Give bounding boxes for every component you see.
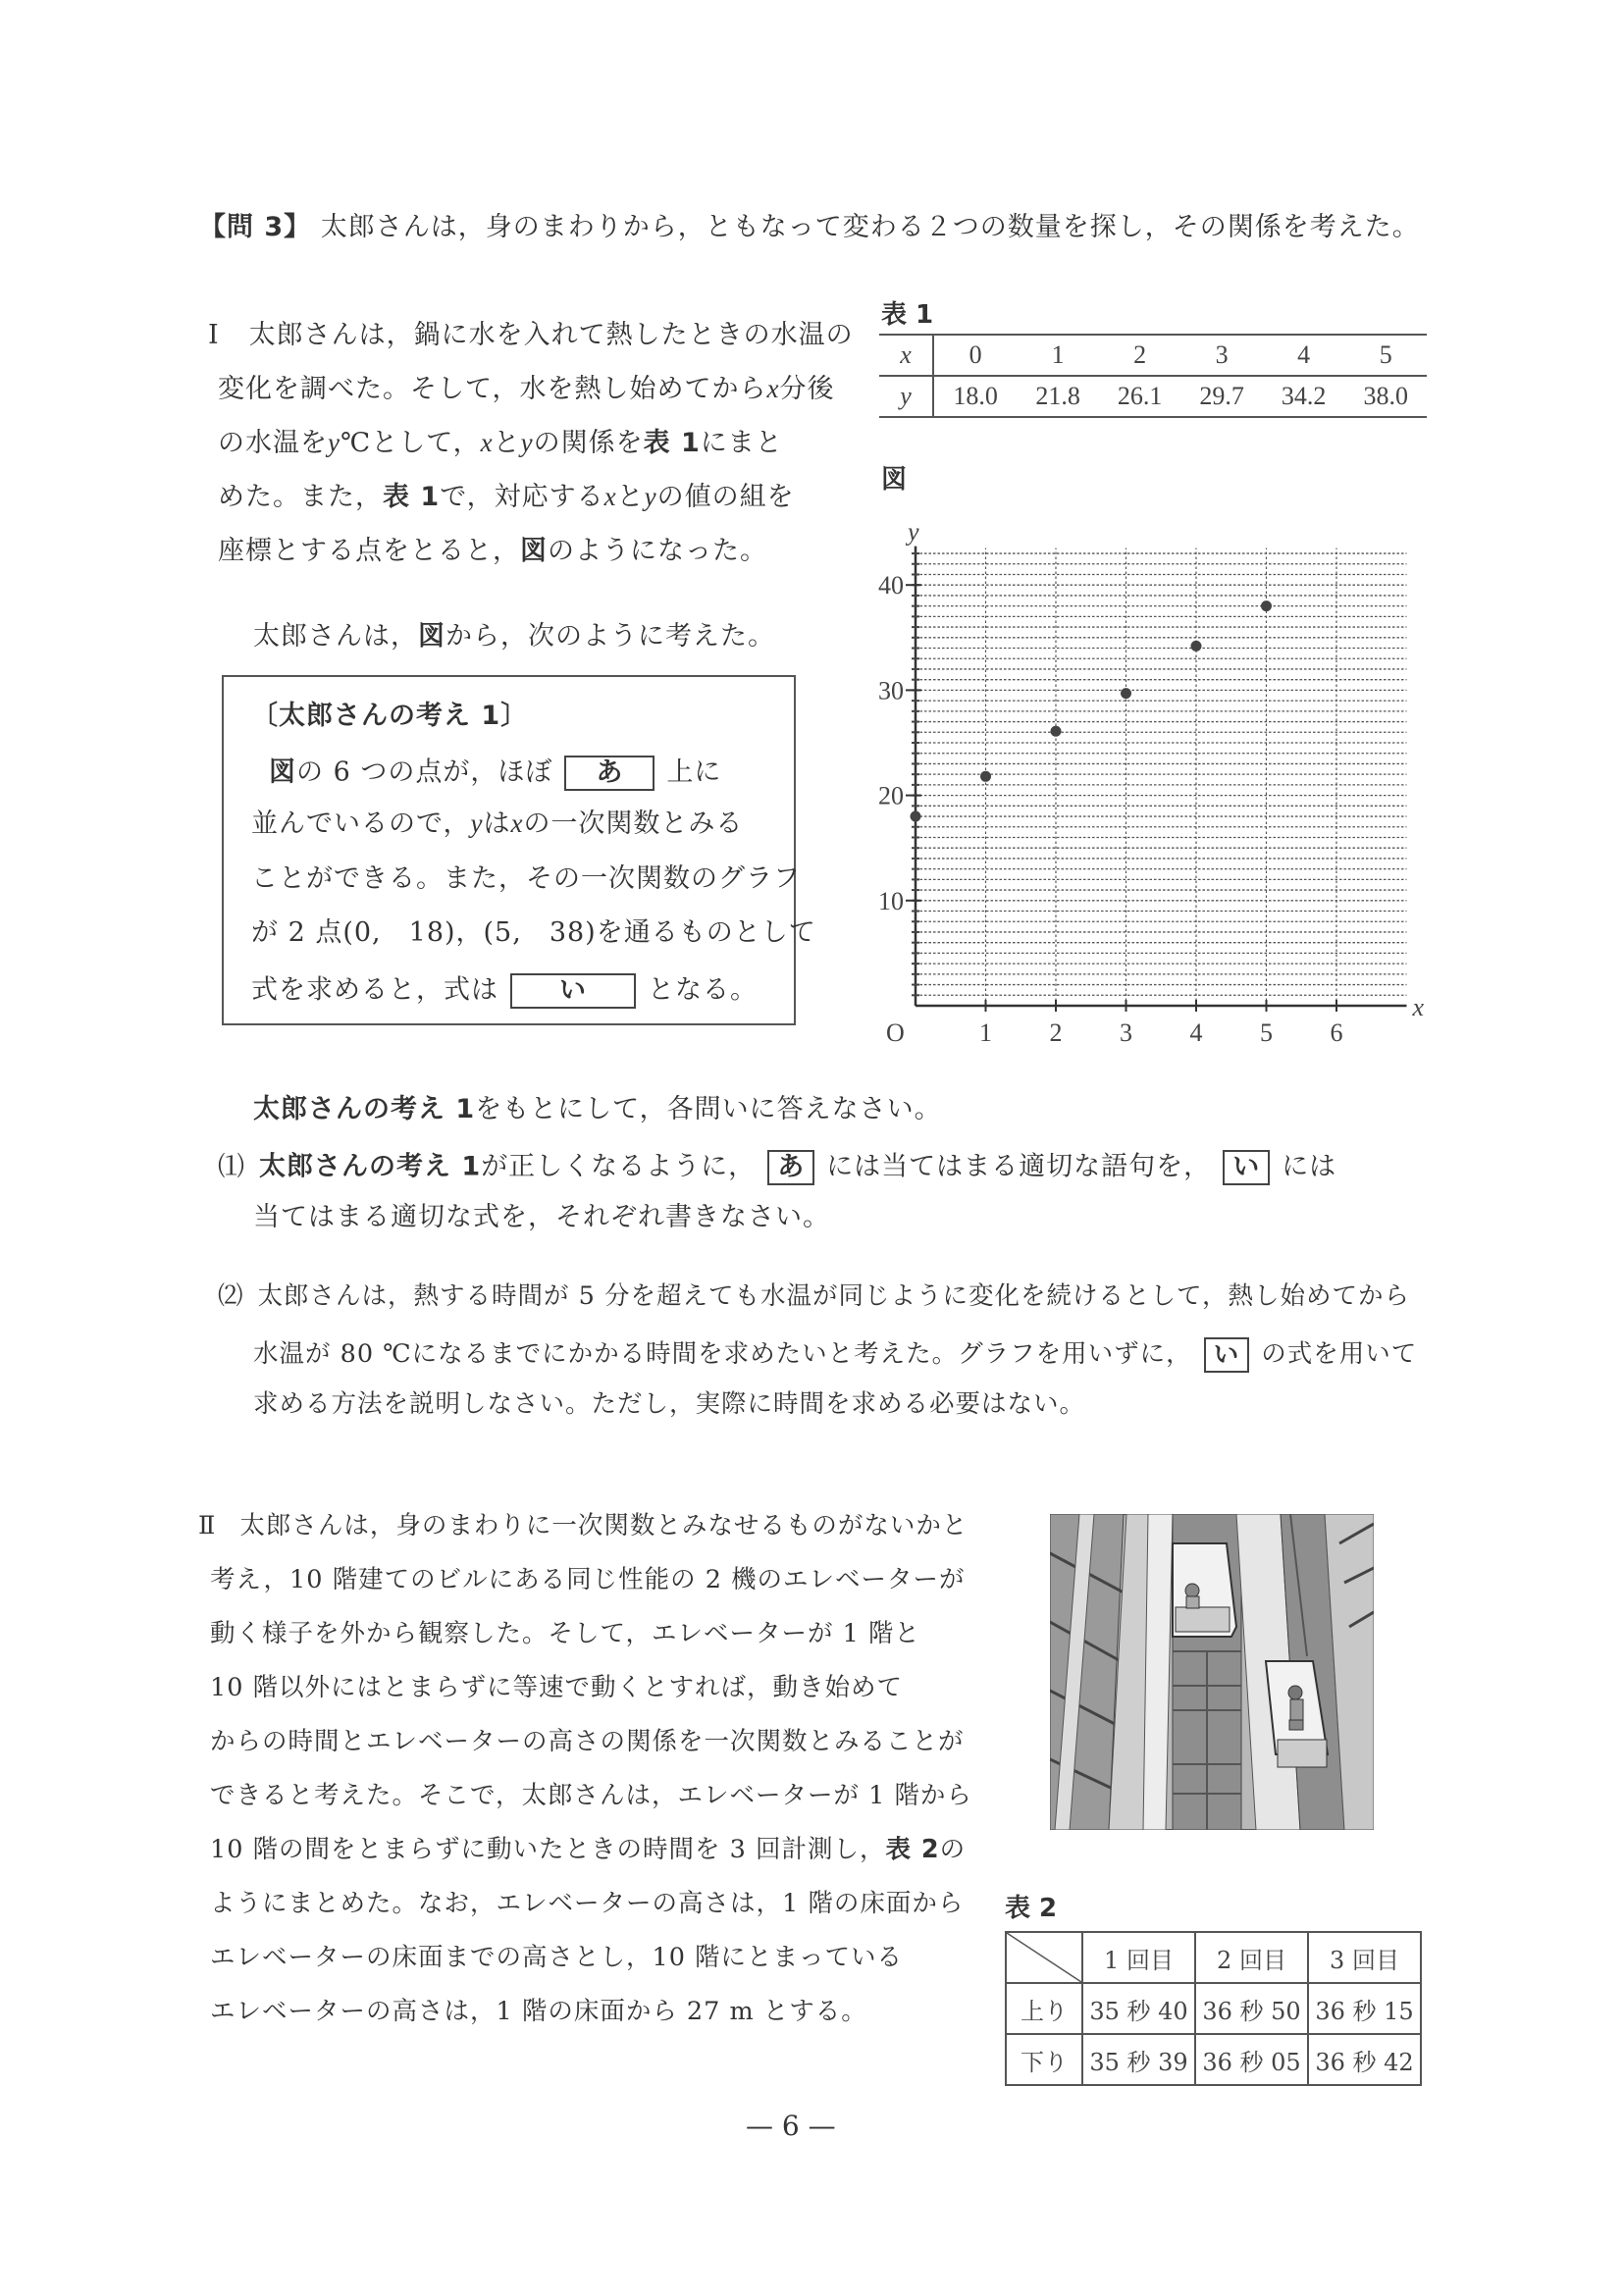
text-segment: の一次関数とみる <box>523 809 744 839</box>
consideration-ref: 太郎さんの考え 1 <box>259 1151 482 1182</box>
text-segment: 式を求めると，式は <box>251 974 498 1006</box>
blank-box-i: い <box>510 973 636 1009</box>
text-segment: の関係を <box>533 428 644 458</box>
text-segment: の <box>939 1835 967 1864</box>
text-segment: 水温が 80 ℃になるまでにかかる時間を求めたいと考えた。グラフを用いずに， <box>253 1339 1192 1369</box>
text-segment: の 6 つの点が，ほぼ <box>296 757 553 788</box>
text-line: 太郎さんは，鍋に水を入れて熱したときの水温の <box>248 320 854 350</box>
y-tick-label: 20 <box>878 781 904 810</box>
section1-line3 <box>218 430 783 456</box>
table1-row-label: x <box>879 335 933 376</box>
y-axis-label: y <box>908 517 919 547</box>
math-var: x <box>510 809 524 838</box>
table2-cell: 36 秒 42 <box>1308 2034 1421 2085</box>
table1-row-y <box>879 376 1427 417</box>
text-segment: 並んでいるので， <box>251 809 471 839</box>
text-segment: 変化を調べた。そして，水を熱し始めてから <box>218 374 767 404</box>
table2-row-down <box>1006 2034 1421 2085</box>
text-segment: と <box>616 482 645 512</box>
elevator-illustration <box>1050 1514 1374 1830</box>
problem-header <box>199 214 1420 240</box>
text-segment: には当てはまる適切な語句を， <box>826 1151 1212 1182</box>
table2-cell: 36 秒 50 <box>1195 1983 1308 2034</box>
table1 <box>879 334 1427 418</box>
math-var: x <box>766 374 780 403</box>
consideration-line5 <box>251 973 758 1009</box>
table1-cell: 38.0 <box>1344 376 1427 417</box>
text-segment: 太郎さんは，熱する時間が 5 分を超えても水温が同じように変化を続けるとして，熱し始めてから <box>257 1281 1410 1311</box>
data-point <box>980 771 991 782</box>
table-ref: 表 1 <box>643 428 701 458</box>
question-2-line1 <box>218 1283 1410 1310</box>
question-1-line2: 当てはまる適切な式を，それぞれ書きなさい。 <box>253 1202 830 1232</box>
section2-line2: 考え，10 階建てのビルにある同じ性能の 2 機のエレベーターが <box>210 1565 966 1594</box>
section2-line7 <box>210 1837 966 1863</box>
section1-line4 <box>218 484 795 510</box>
text-segment: 座標とする点をとると， <box>218 536 520 566</box>
math-var: x <box>480 428 494 457</box>
text-segment: の水温を <box>218 428 328 458</box>
table1-cell: 1 <box>1017 335 1099 376</box>
table1-cell: 3 <box>1180 335 1263 376</box>
consideration-line2 <box>251 810 743 837</box>
x-axis-label: x <box>1412 993 1425 1021</box>
figure-ref: 図 <box>520 536 548 566</box>
question-2-line3: 求める方法を説明しなさい。ただし，実際に時間を求める必要はない。 <box>253 1389 1086 1419</box>
data-point <box>1191 641 1202 652</box>
question-1-line1 <box>218 1150 1336 1185</box>
table1-row-x <box>879 335 1427 376</box>
table2-header-row <box>1006 1932 1421 1983</box>
origin-label: O <box>886 1018 905 1047</box>
math-var: y <box>470 809 484 838</box>
problem-intro: 太郎さんは，身のまわりから，ともなって変わる２つの数量を探し，その関係を考えた。 <box>320 212 1420 242</box>
text-segment: 太郎さんは，身のまわりに一次関数とみなせるものがないかと <box>239 1511 969 1540</box>
consideration-title: 〔太郎さんの考え 1〕 <box>251 701 529 731</box>
table2-column-header: 2 回目 <box>1195 1932 1308 1983</box>
question-number: ⑵ <box>218 1281 244 1311</box>
text-segment: めた。また， <box>218 482 383 512</box>
problem-number: 【問 3】 <box>199 212 312 242</box>
text-segment: ℃として， <box>340 428 481 458</box>
section1-line1 <box>208 322 854 348</box>
text-segment: をもとにして，各問いに答えなさい。 <box>475 1094 942 1124</box>
text-segment: の式を用いて <box>1261 1339 1418 1369</box>
text-segment: は <box>483 809 511 839</box>
consideration-line3: ことができる。また，その一次関数のグラフ <box>251 863 801 894</box>
diagonal-line <box>1007 1933 1081 1982</box>
x-tick-label: 2 <box>1049 1018 1063 1047</box>
question-2-line2 <box>253 1337 1417 1373</box>
table2-cell: 36 秒 05 <box>1195 2034 1308 2085</box>
table1-row-label: y <box>879 376 933 417</box>
scatter-chart <box>864 510 1433 1060</box>
section2-line6: できると考えた。そこで，太郎さんは，エレベーターが 1 階から <box>210 1781 972 1810</box>
table2-column-header: 1 回目 <box>1082 1932 1195 1983</box>
consideration-line4: が 2 点(0, 18)，(5, 38)を通るものとして <box>251 917 816 948</box>
section1-line5 <box>218 538 767 564</box>
section2-line9: エレベーターの床面までの高さとし，10 階にとまっている <box>210 1943 904 1972</box>
blank-box-a: あ <box>767 1150 814 1185</box>
x-tick-label: 3 <box>1120 1018 1132 1047</box>
table2-cell: 35 秒 40 <box>1082 1983 1195 2034</box>
math-var: y <box>328 428 340 457</box>
math-var: y <box>644 482 657 511</box>
text-segment: 10 階の間をとまらずに動いたときの時間を 3 回計測し， <box>210 1835 886 1864</box>
table2 <box>1005 1931 1422 2086</box>
section2-line4: 10 階以外にはとまらずに等速で動くとすれば，動き始めて <box>210 1673 904 1702</box>
text-segment: のようになった。 <box>548 536 767 566</box>
section2-line5: からの時間とエレベーターの高さの関係を一次関数とみることが <box>210 1727 965 1756</box>
figure-ref: 図 <box>418 621 445 652</box>
text-segment: で，対応する <box>440 482 604 512</box>
question-number: ⑴ <box>218 1151 245 1182</box>
table2-row-label: 上り <box>1006 1983 1082 2034</box>
table2-corner-cell <box>1006 1932 1082 1983</box>
text-segment: から，次のように考えた。 <box>445 621 775 652</box>
math-var: x <box>603 482 617 511</box>
consideration-line1 <box>269 756 721 791</box>
section1-line2 <box>218 376 834 402</box>
blank-box-i: い <box>1204 1337 1250 1373</box>
x-tick-label: 4 <box>1189 1018 1203 1047</box>
table2-label: 表 2 <box>1005 1894 1058 1923</box>
text-segment: となる。 <box>648 974 758 1006</box>
section2-line3: 動く様子を外から観察した。そして，エレベーターが 1 階と <box>210 1619 920 1648</box>
table-ref: 表 1 <box>383 482 441 512</box>
table2-cell: 35 秒 39 <box>1082 2034 1195 2085</box>
section2-line1 <box>198 1513 968 1539</box>
data-point <box>1121 688 1131 699</box>
math-var: y <box>520 428 534 457</box>
table2-row-up <box>1006 1983 1421 2034</box>
table2-cell: 36 秒 15 <box>1308 1983 1421 2034</box>
text-segment: 分後 <box>779 374 835 404</box>
table1-cell: 34.2 <box>1263 376 1345 417</box>
table-ref: 表 2 <box>885 1835 940 1864</box>
y-tick-label: 10 <box>878 886 904 915</box>
text-segment: 上に <box>666 757 722 788</box>
table1-cell: 29.7 <box>1180 376 1263 417</box>
data-point <box>911 811 921 822</box>
figure-label: 図 <box>881 465 908 495</box>
section2-line10: エレベーターの高さは，1 階の床面から 27 m とする。 <box>210 1997 867 2026</box>
x-tick-label: 5 <box>1260 1018 1273 1047</box>
section1-numeral: Ⅰ <box>208 320 220 350</box>
table1-cell: 0 <box>933 335 1017 376</box>
page-number: — 6 — <box>746 2110 836 2142</box>
table2-column-header: 3 回目 <box>1308 1932 1421 1983</box>
section2-numeral: Ⅱ <box>198 1511 217 1540</box>
table1-cell: 5 <box>1344 335 1427 376</box>
section1-intro <box>253 623 775 650</box>
text-segment: にまと <box>700 428 783 458</box>
table1-cell: 4 <box>1263 335 1345 376</box>
text-segment: と <box>493 428 521 458</box>
table1-label: 表 1 <box>881 300 934 330</box>
consideration-ref: 太郎さんの考え 1 <box>253 1094 476 1124</box>
blank-box-a: あ <box>564 756 654 791</box>
table1-cell: 21.8 <box>1017 376 1099 417</box>
table2-row-label: 下り <box>1006 2034 1082 2085</box>
table1-cell: 2 <box>1099 335 1181 376</box>
blank-box-i: い <box>1223 1150 1270 1185</box>
table1-cell: 18.0 <box>933 376 1017 417</box>
text-segment: が正しくなるように， <box>481 1151 757 1182</box>
text-segment: の値の組を <box>656 482 795 512</box>
table1-cell: 26.1 <box>1099 376 1181 417</box>
text-segment: には <box>1282 1151 1337 1182</box>
y-tick-label: 40 <box>878 571 904 600</box>
section2-line8: ようにまとめた。なお，エレベーターの高さは，1 階の床面から <box>210 1889 965 1918</box>
data-point <box>1051 726 1062 737</box>
text-segment: 太郎さんは， <box>253 621 418 652</box>
x-tick-label: 6 <box>1330 1018 1343 1047</box>
figure-ref: 図 <box>269 757 296 788</box>
x-tick-label: 1 <box>979 1018 992 1047</box>
data-point <box>1261 600 1272 611</box>
questions-intro <box>253 1096 942 1122</box>
y-tick-label: 30 <box>878 676 904 705</box>
